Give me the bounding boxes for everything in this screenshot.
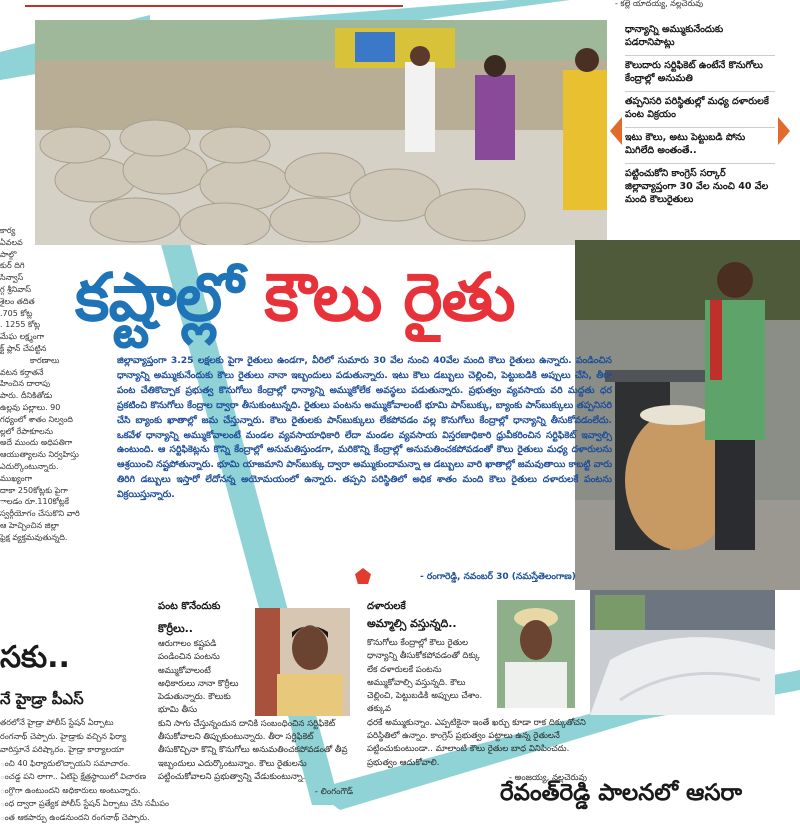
dateline: - రంగారెడ్డి, నవంబర్ 30 (నమస్తేతెలంగాణ) bbox=[420, 572, 576, 582]
main-article-body: జిల్లావ్యాప్తంగా 3.25 లక్షలకు పైగా రైతులు ఉండగా, వీరిలో సుమారు 30 వేల నుంచి 40వేల మంది కౌలు రైతులు ఉన్నారు. పండించిన ధాన్యాన్ని అమ్ముకునేందుకు కౌలు రైతులు నానా ఇబ్బందులు పడుతున్నారు. ఇటు కౌలు డబ్బులు చెల్లించి, పెట్టుబడికి అప్పులు చేసి, తీరా పంట చేతికొచ్చాక ప్రభుత్వ కొనుగోలు కేంద్రాల్లో ధాన్యాన్ని అమ్ముకోలేక అవస్థలు పడుతున్నారు. ప్రభుత్వం వ్యవసాయ వరి మద్దతు ధర ప్రకటించి కొనుగోలు కేంద్రాల ద్వారా తీసుకుంటున్నది. రైతులు పంటను అమ్ముకోవాలంటే భూమి పాస్‌బుక్కు, బ్యాంకు పాస్‌బుక్కులు తప్పనిసరి చేసి బ్యాంకు ఖాతాల్లో జమ చేస్తున్నారు. కౌలు రైతులకు పాస్‌బుక్కులు లేకపోవడం వల్ల కొనుగోలు కేంద్రాల్లో ధాన్యాన్ని తీసుకోవడంలేదు. ఒకవేళ ధాన్యాన్ని అమ్ముకోవాలంటే మండల వ్యవసాయాధికారి లేదా మండల వ్యవసాయ విస్తరణాధికారి ధ్రువీకరించిన సర్టిఫికెట్ ఇవ్వాల్సి ఉంటుంది. ఆ సర్టిఫికెట్లను కొన్ని కేంద్రాల్లో అనుమతిస్తుండగా, మరికొన్ని కేంద్రాల్లో అనుమతించకపోవడంతో కౌలు రైతులు మధ్య దళారులను ఆశ్రయించి నష్టపోతున్నారు. భూమి యాజమాని పాస్‌బుక్కు ద్వారా అమ్ముకుందామన్నా ఆ డబ్బులు వారి ఖాతాల్లో జమవుతాయి కాబట్టి వారు తిరిగి డబ్బులు ఇస్తారో లేదోనన్న అయోమయంలో ఉన్నారు. తప్పని పరిస్థితిలో అధిక శాతం మంది కౌలు రైతులు దళారులకే పంటను విక్రయిస్తున్నారు. bbox=[117, 355, 612, 501]
sidebar-point: పట్టించుకోని కాంగ్రెస్ సర్కార్ జిల్లావ్యాప్తంగా 30 వేల నుంచి 40 వేల మంది కౌలురైతులు bbox=[625, 168, 769, 205]
quote2-text-wide: ధరకే అమ్ముకున్నాం. ఎప్పటికైనా ఇంతే ఖర్చు కూడా రాక దిక్కుతోచని పరిస్థితిలో ఉన్నాం. కాంగ్రెస్ ప్రభుత్వం పట్టాలు ఉన్న రైతులనే పట్టించుకుంటుండా.. మాలాంటి కౌలు రైతుల బాధ వినిపించదు. ప్రభుత్వం ఆదుకోవాలి. bbox=[367, 717, 586, 768]
headline-part-blue: కష్టాల్లో bbox=[75, 259, 243, 336]
left-bottom-text: తరలోనే హైడ్రా పోలీస్ స్టేషన్ ఏర్పాటు రంగనాథ్ చెప్పారు. హైడ్రాకు వచ్చిన ఫిర్యా వారిస్తూనే పరిష్కారం. హైడ్రా కార్యాలయా ంచి 40 ఫిర్యాదులొచ్చాయని సమాచారం. ంచడ్డ పని లాగా.. ఏటిపై క్షేత్రస్థాయిలో విచారణ ంగ్గొగా ఉంటుందని అధికారులు అంటున్నారు. ంధ ద్వారా ప్రత్యేక పోలీస్ స్టేషన్ ఏర్పాటు చేసి సమీపం ంత ఆకపార్పు ఉండనుందని రంగనాథ్ చెప్పారు. bbox=[0, 718, 169, 822]
top-right-credit: - కల్లె యాదయ్య, నల్లచెరువు bbox=[615, 0, 704, 8]
sidebar-arrow-left-icon bbox=[610, 117, 622, 145]
quote1-subheading: కొర్రీలు.. bbox=[158, 622, 193, 635]
quote2-text-narrow: కొనుగోలు కేంద్రాల్లో కౌలు రైతుల ధాన్యాన్ని తీసుకోకపోవడంతో దిక్కు లేక దళారులకే పంటను అమ్ముకోవాల్సి వస్తున్నది. కౌలు చెల్లించి, పెట్టుబడికి అప్పులు చేశాం. తక్కువ bbox=[367, 638, 483, 715]
sidebar-point: తప్పనిసరి పరిస్థితుల్లో మధ్య దళారులకే పంట విక్రయం bbox=[625, 92, 775, 128]
sidebar-point: ఇటు కౌలు, అటు పెట్టుబడి పోను మిగిలేది అంతంతే.. bbox=[625, 128, 775, 164]
quote2-heading: దళారులకే bbox=[367, 601, 406, 612]
left-section-subheading: నే హైడ్రా పీఎస్ bbox=[0, 690, 84, 708]
sidebar-point: కౌలుదారు సర్టిఫికెట్ ఉంటేనే కొనుగోలు కేంద్రాల్లో అనుమతి bbox=[625, 56, 775, 92]
headline-part-red: కౌలు రైతు bbox=[264, 259, 515, 336]
quote1-credit: - లింగంగౌడ్ bbox=[314, 787, 353, 798]
next-article-headline: రేవంత్‌రెడ్డి పాలనలో ఆసరా bbox=[500, 780, 743, 806]
sidebar-arrow-right-icon bbox=[778, 117, 790, 145]
quote2-credit: - అంజయ్య, నల్లచెరువు bbox=[508, 772, 587, 783]
quote1-heading: పంట కొనేందుకు bbox=[158, 601, 221, 612]
sidebar-point: ధాన్యాన్ని అమ్ముకునేందుకు పడరానిపాట్లు bbox=[625, 20, 775, 56]
left-section-heading: సకు.. bbox=[0, 640, 70, 675]
sidebar-summary bbox=[625, 20, 775, 212]
farmer-portrait-1 bbox=[255, 608, 350, 716]
quote1-text-wide: కుని సాగు చేస్తున్నందున దానికి సంబంధించిన సర్టిఫికెట్ తీసుకోవాలని తిప్పుకుంటున్నారు. తీరా సర్టిఫికెట్ తీసుకొచ్చినా కొన్ని కొనుగోలు అనుమతించకపోవడంతో తీవ్ర ఇబ్బందులు ఎదుర్కొంటున్నాం. కౌలు రైతులను పట్టించుకోవాలని ప్రభుత్వాన్ని వేడుకుంటున్నా. bbox=[158, 718, 348, 782]
quote1-text-narrow: ఆరుగాలం కష్టపడి పండించిన పంటను అమ్ముకోవాలంటే అధికారులు నానా కొర్రీలు పెడుతున్నారు. కౌలుకు భూమి తీసు bbox=[158, 639, 239, 716]
farmer-portrait-2 bbox=[497, 600, 575, 708]
quote2-subheading: అమ్మాల్సి వస్తున్నది.. bbox=[367, 617, 457, 630]
article-end-marker-icon bbox=[355, 568, 371, 588]
harvest-photo bbox=[35, 20, 607, 245]
left-column-text: కార్య ఏవలవ పాల్గొ కుర్ దిగి సిన్వాస్ గ్గ శ్రీనివాస్ శైలం తదిత .705 కోట్ల . 1255 కోట్ల మేఘ లక్ష్మంగా క్ట్ ప్లాన్ చేపట్టిన కారణాలు వటన కర్తాతనే హించిన దారాపు పారు. దీనికితోడు ఉల్లవు పల్లాలు. 90 గధ్యంలో శాతం నిల్వంది ల్లలో రేపాకూలను అదే ముందు అధిపతిగా ఆయుత్యాలను నిర్వహిస్తు ఎదుర్కొంటున్నారు. ముఖ్యంగా దాకా 250కోట్లకు పైగా ాలడం రూ.110కోట్లకే స్వర్గీయోగం చేసుకొని వారి ఆ హెచ్చించిన జిల్లా ఫ్రెక్ష వ్యక్తమవుతున్నది. bbox=[0, 226, 80, 542]
grain-heap-photo bbox=[590, 590, 775, 715]
